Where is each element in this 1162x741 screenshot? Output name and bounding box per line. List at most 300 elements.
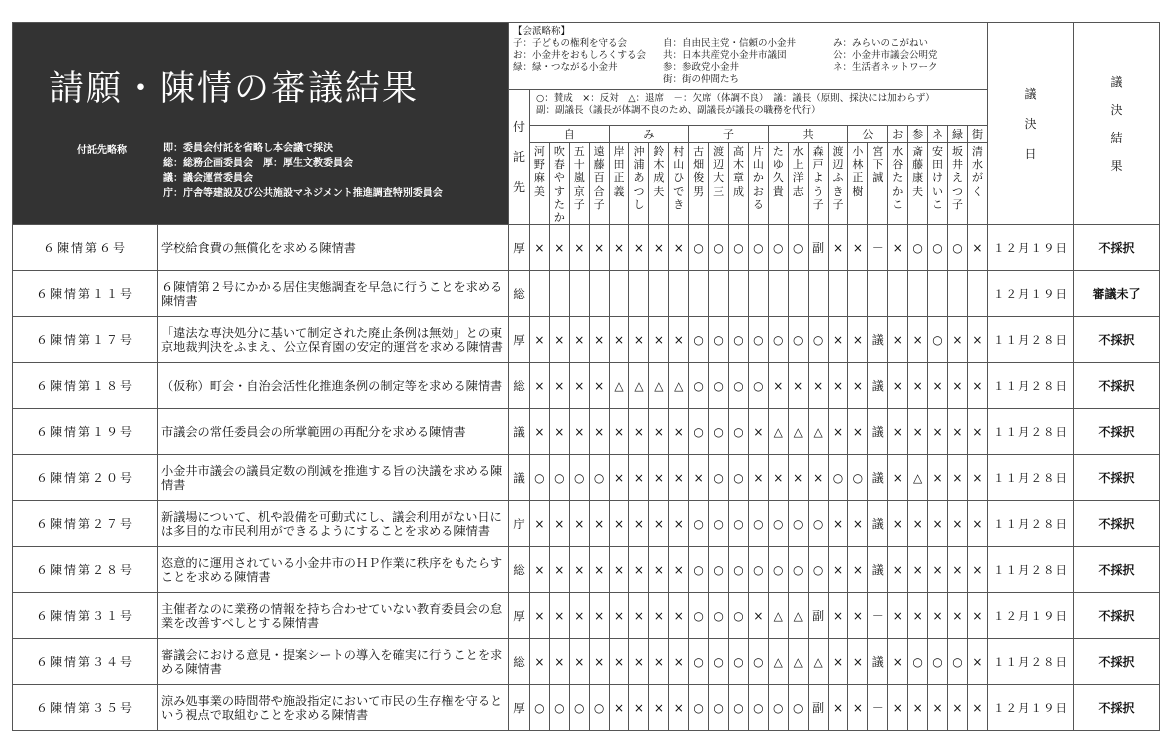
vote-cell: [709, 271, 729, 317]
vote-cell: ×: [967, 685, 987, 731]
vote-cell: [828, 271, 848, 317]
referral-committee: 庁: [509, 501, 530, 547]
vote-cell: ○: [928, 639, 948, 685]
faction-legend-heading: 【会派略称】: [513, 26, 571, 37]
vote-cell: ○: [589, 685, 609, 731]
decision-date: １１月２８日: [988, 501, 1074, 547]
decision-date: １１月２８日: [988, 409, 1074, 455]
vote-cell: ×: [848, 363, 868, 409]
vote-cell: ×: [808, 363, 828, 409]
vote-cell: ×: [928, 547, 948, 593]
vote-cell: ×: [928, 501, 948, 547]
vote-cell: ○: [788, 685, 808, 731]
vote-cell: ×: [549, 639, 569, 685]
vote-cell: ○: [529, 455, 549, 501]
vote-cell: ○: [589, 455, 609, 501]
vote-cell: ○: [709, 685, 729, 731]
vote-cell: ○: [729, 501, 749, 547]
vote-cell: [549, 271, 569, 317]
vote-cell: ○: [689, 501, 709, 547]
vote-cell: ×: [609, 225, 629, 271]
vote-cell: ×: [669, 409, 689, 455]
decision-result: 不採択: [1074, 317, 1160, 363]
faction-group-header: 子: [689, 126, 769, 143]
vote-cell: ×: [848, 501, 868, 547]
vote-key: [529, 90, 987, 126]
vote-cell: ○: [709, 639, 729, 685]
vote-cell: ×: [828, 317, 848, 363]
vote-cell: ○: [709, 317, 729, 363]
vote-cell: ×: [629, 225, 649, 271]
petition-number: ６陳情第１７号: [13, 317, 158, 363]
member-name-header: 河野麻美: [529, 143, 549, 225]
decision-result: 審議未了: [1074, 271, 1160, 317]
faction-legend-item: 街：街の仲間たち: [663, 74, 740, 85]
vote-cell: ×: [967, 409, 987, 455]
vote-cell: ×: [888, 593, 908, 639]
petition-number: ６陳情第２８号: [13, 547, 158, 593]
vote-cell: ×: [529, 317, 549, 363]
vote-cell: ×: [947, 317, 967, 363]
referral-committee: 総: [509, 271, 530, 317]
vote-cell: ○: [748, 639, 768, 685]
table-row: [13, 225, 1160, 271]
vote-cell: －: [868, 685, 888, 731]
vote-cell: ×: [888, 501, 908, 547]
member-name-header: 鈴木成夫: [649, 143, 669, 225]
decision-date: １１月２８日: [988, 455, 1074, 501]
decision-date: １１月２８日: [988, 317, 1074, 363]
decision-date: １２月１９日: [988, 271, 1074, 317]
vote-cell: ×: [828, 363, 848, 409]
faction-legend-item: 子：子どもの権利を守る会: [513, 38, 628, 49]
vote-cell: ○: [748, 317, 768, 363]
member-name-header: 清水がく: [967, 143, 987, 225]
vote-cell: ×: [748, 593, 768, 639]
vote-cell: ○: [908, 639, 928, 685]
table-row: [13, 639, 1160, 685]
petition-subject: 市議会の常任委員会の所掌範囲の再配分を求める陳情書: [158, 409, 509, 455]
vote-cell: ×: [609, 455, 629, 501]
vote-cell: ×: [748, 455, 768, 501]
vote-cell: ×: [888, 225, 908, 271]
vote-cell: 議: [868, 639, 888, 685]
vote-cell: ○: [729, 455, 749, 501]
vote-cell: ×: [848, 225, 868, 271]
faction-group-header: み: [609, 126, 689, 143]
petition-number: ６陳情第３１号: [13, 593, 158, 639]
vote-cell: [669, 271, 689, 317]
faction-legend-item: 自：自由民主党・信頼の小金井: [663, 38, 797, 49]
vote-cell: [529, 271, 549, 317]
vote-cell: ○: [689, 363, 709, 409]
vote-cell: 議: [868, 409, 888, 455]
vote-cell: ○: [748, 225, 768, 271]
member-name-header: 古畑俊男: [689, 143, 709, 225]
vote-cell: ○: [788, 317, 808, 363]
referral-committee: 厚: [509, 317, 530, 363]
vote-cell: ×: [569, 225, 589, 271]
referral-committee: 議: [509, 455, 530, 501]
vote-cell: ○: [689, 225, 709, 271]
member-name-header: 渡辺ふき子: [828, 143, 848, 225]
vote-cell: ○: [709, 593, 729, 639]
faction-group-header: 自: [529, 126, 609, 143]
vote-key-line: 副：副議長（議長が体調不良のため、副議長が議長の職務を代行）: [535, 105, 821, 116]
vote-cell: ×: [629, 639, 649, 685]
vote-cell: ×: [888, 685, 908, 731]
vote-cell: ×: [928, 593, 948, 639]
vote-cell: ○: [928, 317, 948, 363]
vote-cell: ×: [788, 363, 808, 409]
vote-cell: ○: [748, 501, 768, 547]
vote-cell: ○: [729, 593, 749, 639]
vote-cell: ×: [848, 685, 868, 731]
vote-cell: ○: [768, 225, 788, 271]
table-row: [13, 593, 1160, 639]
vote-cell: ×: [908, 363, 928, 409]
vote-cell: ○: [549, 455, 569, 501]
vote-cell: ○: [828, 455, 848, 501]
vote-cell: ×: [848, 547, 868, 593]
petition-number: ６陳情第２０号: [13, 455, 158, 501]
vote-cell: ×: [828, 593, 848, 639]
vote-cell: ×: [589, 639, 609, 685]
petition-subject: 恣意的に運用されている小金井市のＨＰ作業に秩序をもたらすことを求める陳情書: [158, 547, 509, 593]
referral-abbrev-item: 即：委員会付託を省略し本会議で採決: [163, 143, 333, 154]
referral-abbrev-item: 総：総務企画委員会 厚：厚生文教委員会: [163, 158, 353, 169]
table-row: [13, 455, 1160, 501]
member-name-header: 水谷たかこ: [888, 143, 908, 225]
vote-cell: ○: [788, 547, 808, 593]
vote-cell: ○: [729, 225, 749, 271]
table-row: [13, 547, 1160, 593]
vote-cell: ○: [808, 501, 828, 547]
vote-cell: ×: [669, 685, 689, 731]
referral-committee: 議: [509, 409, 530, 455]
petition-number: ６陳情第６号: [13, 225, 158, 271]
table-row: [13, 501, 1160, 547]
vote-cell: ×: [768, 363, 788, 409]
vote-cell: －: [868, 593, 888, 639]
referral-header: 付 託 先: [509, 90, 530, 225]
vote-cell: ○: [709, 455, 729, 501]
vote-cell: △: [788, 639, 808, 685]
vote-cell: ○: [729, 547, 749, 593]
decision-result: 不採択: [1074, 639, 1160, 685]
decision-result-header: 議 決 結 果: [1074, 23, 1160, 225]
vote-cell: ×: [649, 455, 669, 501]
vote-cell: －: [868, 225, 888, 271]
vote-cell: ×: [629, 501, 649, 547]
vote-cell: △: [908, 455, 928, 501]
vote-cell: ○: [729, 317, 749, 363]
vote-cell: ×: [569, 501, 589, 547]
vote-cell: ×: [549, 363, 569, 409]
vote-cell: [947, 271, 967, 317]
results-sheet: [12, 22, 1160, 731]
vote-cell: ○: [788, 225, 808, 271]
petition-subject: 主催者なのに業務の情報を持ち合わせていない教育委員会の怠業を改善すべしとする陳情書: [158, 593, 509, 639]
vote-cell: ×: [649, 639, 669, 685]
vote-cell: ×: [649, 593, 669, 639]
vote-cell: ×: [947, 409, 967, 455]
decision-result: 不採択: [1074, 501, 1160, 547]
member-name-header: 小林正樹: [848, 143, 868, 225]
vote-cell: ×: [788, 455, 808, 501]
faction-legend-item: 参：参政党小金井: [663, 62, 740, 73]
vote-cell: △: [788, 593, 808, 639]
vote-cell: 議: [868, 363, 888, 409]
vote-cell: ×: [888, 363, 908, 409]
vote-cell: ×: [848, 593, 868, 639]
vote-cell: ×: [947, 501, 967, 547]
vote-cell: ×: [828, 547, 848, 593]
vote-cell: [788, 271, 808, 317]
member-name-header: 宮下誠: [868, 143, 888, 225]
vote-cell: ×: [629, 547, 649, 593]
petition-number: ６陳情第２７号: [13, 501, 158, 547]
vote-cell: ×: [629, 455, 649, 501]
vote-cell: ×: [629, 593, 649, 639]
title-block: [13, 23, 509, 225]
faction-group-header: お: [888, 126, 908, 143]
member-name-header: 遠藤百合子: [589, 143, 609, 225]
petition-subject: 「違法な専決処分に基いて制定された廃止条例は無効」との東京地裁判決をふまえ、公立保育園の安定的運営を求める陳情書: [158, 317, 509, 363]
vote-cell: 議: [868, 317, 888, 363]
vote-cell: ○: [689, 409, 709, 455]
vote-cell: ×: [629, 317, 649, 363]
vote-cell: ×: [569, 639, 589, 685]
member-name-header: 高木章成: [729, 143, 749, 225]
vote-cell: ×: [888, 547, 908, 593]
referral-committee: 総: [509, 363, 530, 409]
vote-cell: ×: [569, 593, 589, 639]
vote-cell: △: [649, 363, 669, 409]
vote-cell: ×: [669, 593, 689, 639]
vote-cell: ×: [649, 501, 669, 547]
vote-cell: ×: [967, 639, 987, 685]
vote-cell: [928, 271, 948, 317]
referral-abbrev-item: 庁：庁舎等建設及び公共施設マネジメント推進調査特別委員会: [163, 188, 443, 199]
member-name-header: 渡辺大三: [709, 143, 729, 225]
vote-cell: ×: [908, 317, 928, 363]
vote-cell: ×: [828, 685, 848, 731]
vote-cell: △: [609, 363, 629, 409]
vote-cell: ×: [928, 409, 948, 455]
referral-abbrev-label: 付託先略称: [77, 145, 127, 156]
vote-cell: ×: [609, 409, 629, 455]
page-title: 請願・陳情の審議結果: [49, 69, 420, 109]
vote-cell: ×: [828, 409, 848, 455]
referral-committee: 厚: [509, 225, 530, 271]
vote-cell: ×: [589, 547, 609, 593]
vote-cell: ×: [669, 455, 689, 501]
vote-cell: ×: [669, 639, 689, 685]
vote-cell: ×: [529, 501, 549, 547]
petition-subject: 涼み処事業の時間帯や施設指定において市民の生存権を守るという視点で取組むことを求める陳情書: [158, 685, 509, 731]
faction-legend-item: 共：日本共産党小金井市議団: [663, 50, 787, 61]
faction-legend: [509, 23, 988, 90]
vote-cell: ×: [609, 593, 629, 639]
vote-cell: ○: [947, 225, 967, 271]
vote-cell: [768, 271, 788, 317]
vote-cell: ×: [947, 593, 967, 639]
vote-cell: ×: [928, 685, 948, 731]
vote-cell: [729, 271, 749, 317]
vote-cell: ×: [649, 409, 669, 455]
vote-cell: ○: [768, 685, 788, 731]
vote-cell: △: [808, 409, 828, 455]
vote-cell: ×: [609, 685, 629, 731]
member-name-header: 坂井えつ子: [947, 143, 967, 225]
vote-cell: ×: [967, 363, 987, 409]
vote-cell: ×: [549, 317, 569, 363]
vote-cell: ○: [569, 455, 589, 501]
vote-cell: △: [768, 593, 788, 639]
vote-cell: 副: [808, 685, 828, 731]
vote-cell: ○: [808, 547, 828, 593]
table-row: [13, 685, 1160, 731]
member-name-header: 沖浦あつし: [629, 143, 649, 225]
vote-cell: ×: [967, 317, 987, 363]
petition-subject: 学校給食費の無償化を求める陳情書: [158, 225, 509, 271]
vote-cell: ×: [768, 455, 788, 501]
vote-cell: ×: [947, 455, 967, 501]
vote-cell: ×: [569, 547, 589, 593]
vote-cell: ×: [828, 225, 848, 271]
decision-result: 不採択: [1074, 547, 1160, 593]
vote-cell: ×: [549, 225, 569, 271]
vote-cell: ○: [549, 685, 569, 731]
vote-cell: ×: [589, 225, 609, 271]
table-row: [13, 271, 1160, 317]
vote-cell: ×: [848, 317, 868, 363]
vote-cell: ×: [908, 409, 928, 455]
vote-cell: △: [768, 409, 788, 455]
vote-cell: 副: [808, 225, 828, 271]
decision-result: 不採択: [1074, 225, 1160, 271]
vote-cell: ○: [729, 363, 749, 409]
vote-cell: ○: [808, 317, 828, 363]
faction-legend-item: ネ：生活者ネットワーク: [833, 62, 938, 73]
vote-cell: ○: [709, 547, 729, 593]
vote-cell: ○: [689, 685, 709, 731]
vote-cell: ×: [888, 639, 908, 685]
vote-cell: ○: [689, 639, 709, 685]
vote-cell: ○: [768, 317, 788, 363]
vote-cell: ×: [609, 547, 629, 593]
decision-date: １１月２８日: [988, 639, 1074, 685]
vote-cell: ×: [549, 593, 569, 639]
vote-cell: ×: [529, 409, 549, 455]
vote-cell: ×: [649, 547, 669, 593]
vote-cell: △: [669, 363, 689, 409]
faction-legend-item: 公：小金井市議会公明党: [833, 50, 938, 61]
vote-cell: [967, 271, 987, 317]
vote-cell: ×: [649, 317, 669, 363]
vote-cell: ×: [589, 409, 609, 455]
vote-cell: ○: [748, 363, 768, 409]
referral-committee: 厚: [509, 685, 530, 731]
vote-cell: [609, 271, 629, 317]
vote-cell: ×: [589, 317, 609, 363]
decision-date-header: 議 決 日: [988, 23, 1074, 225]
vote-cell: ×: [908, 685, 928, 731]
vote-cell: ×: [529, 639, 549, 685]
petition-number: ６陳情第１９号: [13, 409, 158, 455]
vote-cell: ○: [709, 363, 729, 409]
petition-number: ６陳情第１８号: [13, 363, 158, 409]
vote-cell: ○: [729, 409, 749, 455]
vote-cell: ×: [549, 409, 569, 455]
faction-group-header: ネ: [928, 126, 948, 143]
vote-cell: [808, 271, 828, 317]
member-name-header: 吹春やすたか: [549, 143, 569, 225]
results-table: [12, 22, 1160, 731]
referral-committee: 総: [509, 639, 530, 685]
vote-cell: ×: [609, 317, 629, 363]
member-name-header: たゆ久貴: [768, 143, 788, 225]
vote-cell: ×: [808, 455, 828, 501]
vote-cell: ×: [629, 409, 649, 455]
vote-cell: ○: [709, 409, 729, 455]
vote-cell: ×: [669, 501, 689, 547]
vote-cell: ×: [649, 225, 669, 271]
member-name-header: 森戸よう子: [808, 143, 828, 225]
petition-subject: （仮称）町会・自治会活性化推進条例の制定等を求める陳情書: [158, 363, 509, 409]
faction-group-header: 街: [967, 126, 987, 143]
vote-cell: ○: [908, 225, 928, 271]
vote-cell: ○: [709, 225, 729, 271]
vote-cell: ○: [689, 547, 709, 593]
vote-cell: ×: [908, 501, 928, 547]
vote-cell: ×: [908, 547, 928, 593]
vote-cell: 議: [868, 547, 888, 593]
vote-cell: ×: [828, 639, 848, 685]
vote-cell: ×: [649, 685, 669, 731]
vote-cell: ×: [828, 501, 848, 547]
vote-cell: ×: [689, 455, 709, 501]
vote-cell: ○: [788, 501, 808, 547]
vote-cell: ○: [748, 685, 768, 731]
faction-legend-item: 緑：緑・つながる小金井: [513, 62, 618, 73]
vote-cell: ○: [709, 501, 729, 547]
vote-cell: ×: [947, 363, 967, 409]
vote-cell: [649, 271, 669, 317]
vote-cell: ×: [967, 547, 987, 593]
table-row: [13, 409, 1160, 455]
vote-cell: ○: [529, 685, 549, 731]
decision-result: 不採択: [1074, 409, 1160, 455]
referral-committee: 総: [509, 547, 530, 593]
vote-cell: ×: [967, 501, 987, 547]
vote-cell: 議: [868, 455, 888, 501]
vote-cell: [689, 271, 709, 317]
vote-cell: ×: [529, 225, 549, 271]
faction-legend-item: み：みらいのこがねい: [833, 38, 929, 49]
member-name-header: 水上洋志: [788, 143, 808, 225]
vote-cell: ○: [729, 639, 749, 685]
vote-cell: ○: [768, 501, 788, 547]
vote-cell: ×: [549, 547, 569, 593]
vote-cell: [848, 271, 868, 317]
vote-cell: ○: [569, 685, 589, 731]
vote-cell: ×: [848, 409, 868, 455]
vote-cell: ○: [729, 685, 749, 731]
faction-group-header: 参: [908, 126, 928, 143]
vote-cell: △: [768, 639, 788, 685]
